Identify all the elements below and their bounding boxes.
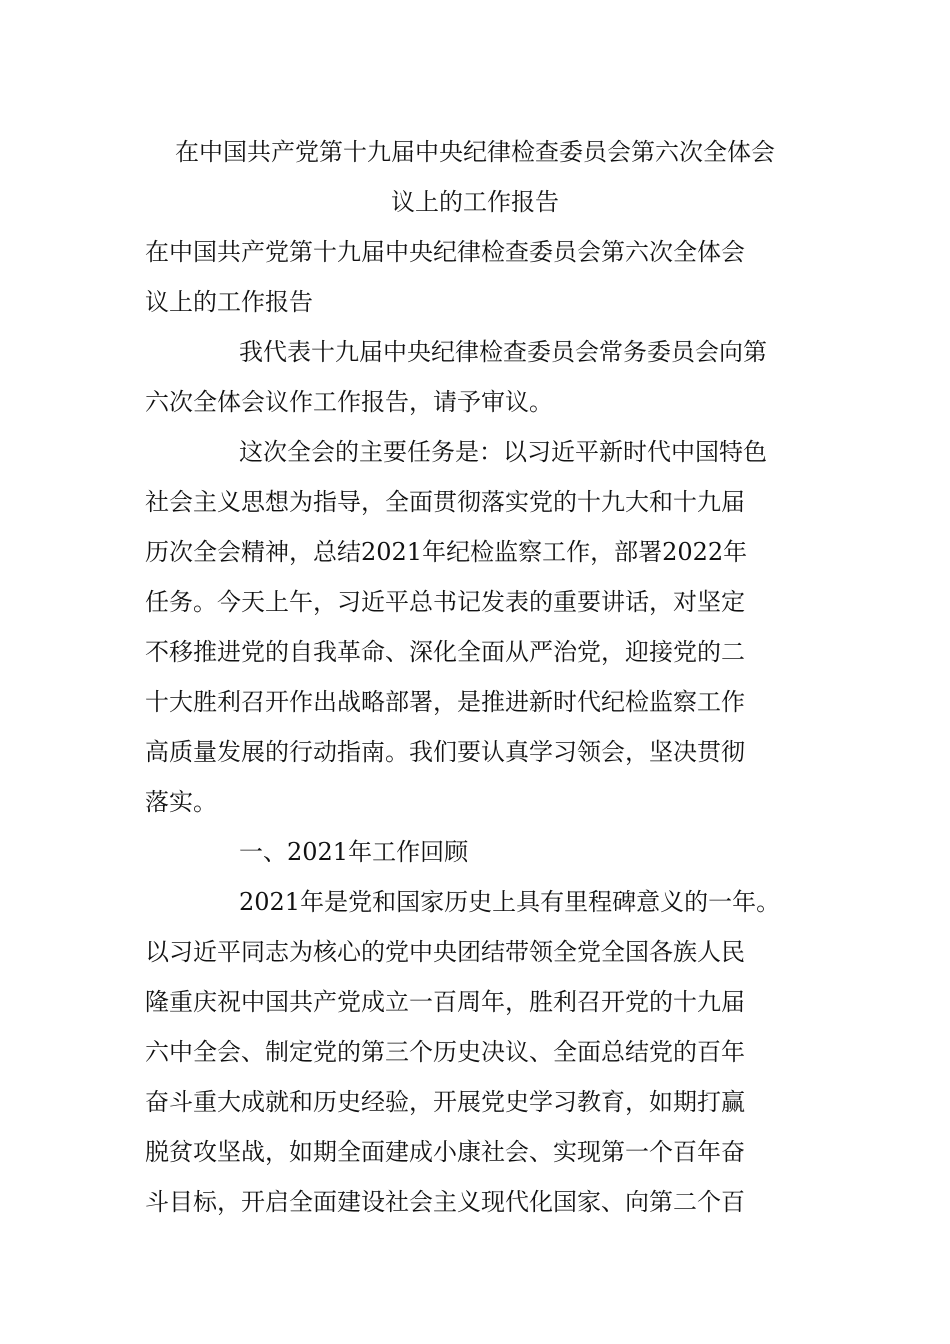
paragraph-line: 奋斗重大成就和历史经验，开展党史学习教育，如期打赢 (145, 1088, 745, 1116)
section-heading: 一、2021年工作回顾 (239, 838, 469, 866)
heading-repeat-line-2: 议上的工作报告 (145, 288, 313, 316)
document-title-line-1: 在中国共产党第十九届中央纪律检查委员会第六次全体会 (175, 138, 775, 166)
paragraph-line: 不移推进党的自我革命、深化全面从严治党，迎接党的二 (145, 638, 745, 666)
paragraph-line: 以习近平同志为核心的党中央团结带领全党全国各族人民 (145, 938, 745, 966)
paragraph-line: 落实。 (145, 788, 217, 816)
paragraph-line: 十大胜利召开作出战略部署，是推进新时代纪检监察工作 (145, 688, 745, 716)
paragraph-line: 隆重庆祝中国共产党成立一百周年，胜利召开党的十九届 (145, 988, 745, 1016)
document-body (145, 235, 835, 1235)
paragraph-line: 高质量发展的行动指南。我们要认真学习领会，坚决贯彻 (145, 738, 745, 766)
paragraph-line: 斗目标，开启全面建设社会主义现代化国家、向第二个百 (145, 1188, 745, 1216)
paragraph-line: 六中全会、制定党的第三个历史决议、全面总结党的百年 (145, 1038, 745, 1066)
paragraph-line: 任务。今天上午，习近平总书记发表的重要讲话，对坚定 (145, 588, 745, 616)
paragraph-line: 脱贫攻坚战，如期全面建成小康社会、实现第一个百年奋 (145, 1138, 745, 1166)
paragraph-line: 历次全会精神，总结2021年纪检监察工作，部署2022年 (145, 538, 748, 566)
paragraph-line: 我代表十九届中央纪律检查委员会常务委员会向第 (239, 338, 767, 366)
paragraph-line: 社会主义思想为指导，全面贯彻落实党的十九大和十九届 (145, 488, 745, 516)
paragraph-line: 六次全体会议作工作报告，请予审议。 (145, 388, 553, 416)
paragraph-line: 2021年是党和国家历史上具有里程碑意义的一年。 (239, 888, 781, 916)
heading-repeat-line-1: 在中国共产党第十九届中央纪律检查委员会第六次全体会 (145, 238, 745, 266)
paragraph-line: 这次全会的主要任务是：以习近平新时代中国特色 (239, 438, 767, 466)
document-title-line-2: 议上的工作报告 (391, 188, 559, 216)
